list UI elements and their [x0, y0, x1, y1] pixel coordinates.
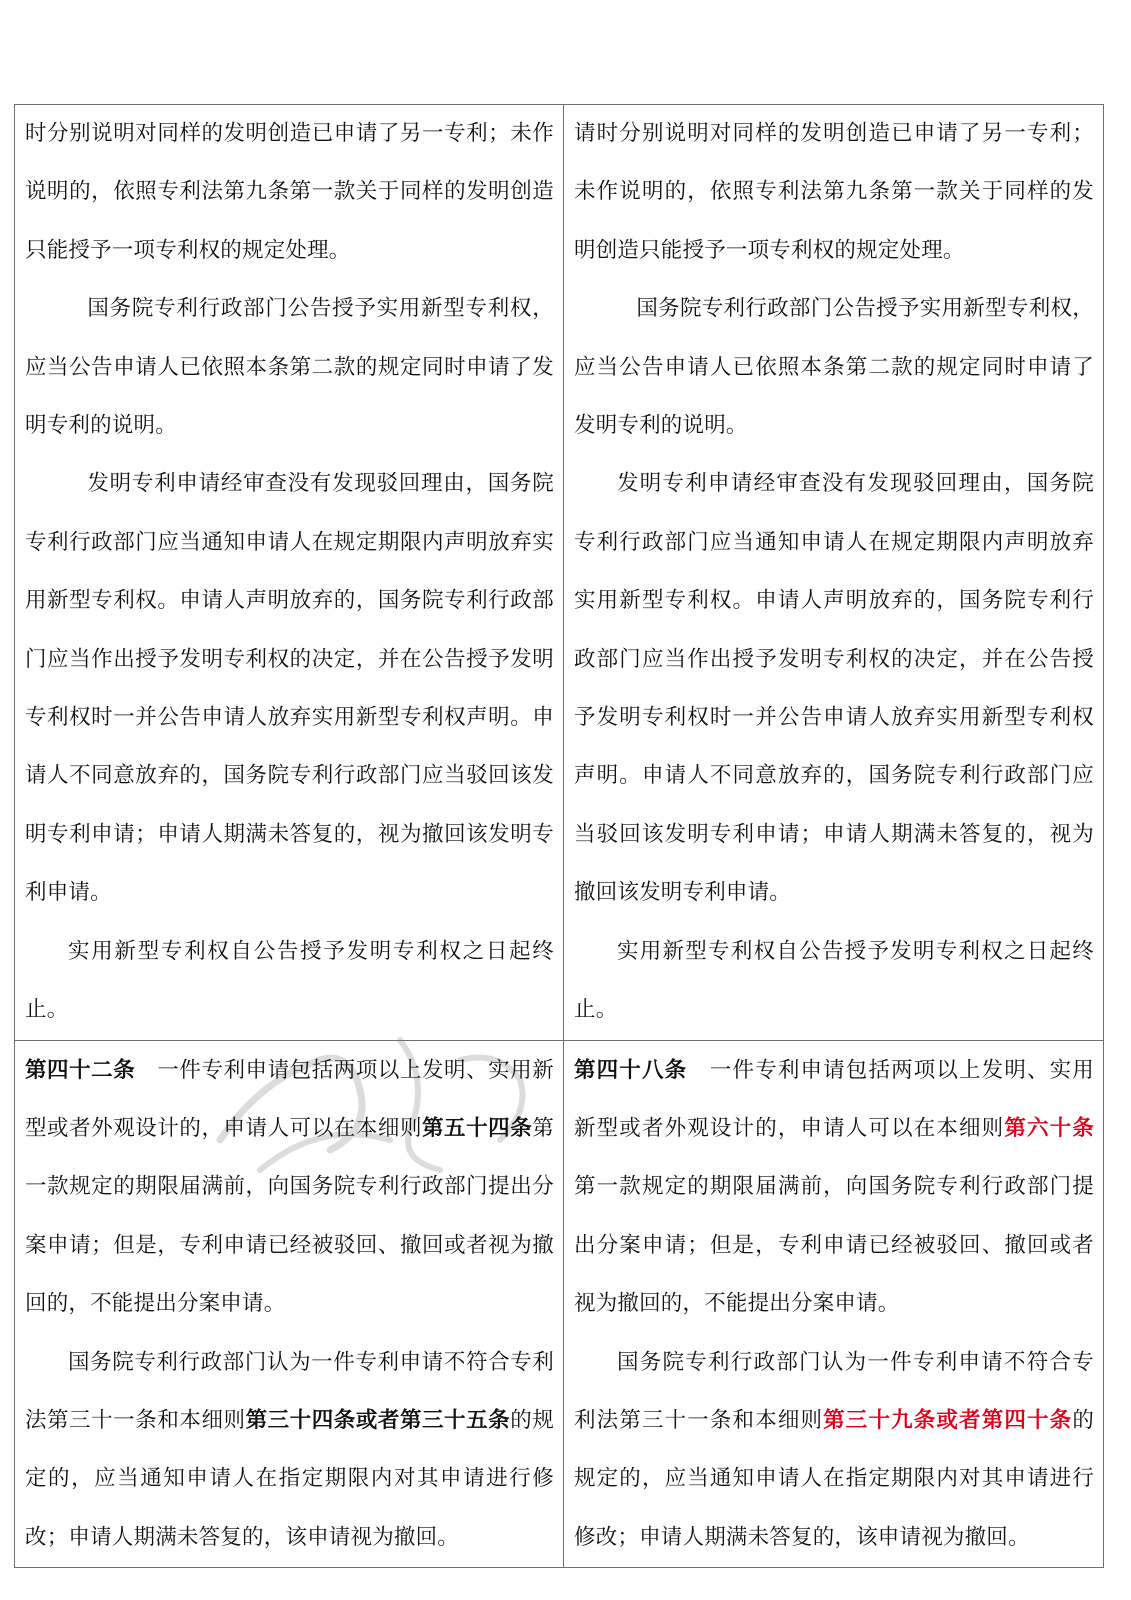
paragraph: 国务院专利行政部门公告授予实用新型专利权，应当公告申请人已依照本条第二款的规定同时申请了发明专利的说明。	[574, 296, 1094, 439]
article-reference-changed: 第六十条	[1004, 1115, 1094, 1141]
paragraph: 时分别说明对同样的发明创造已申请了另一专利；未作说明的，依照专利法第九条第一款关于同样的发明创造只能授予一项专利权的规定处理。	[25, 121, 554, 263]
text-run: 的规定的，应当通知申请人在指定期限内对其申请进行修改；申请人期满未答复的，该申请视为撤回。	[25, 1407, 554, 1550]
table-row	[15, 1040, 1104, 1568]
table-row	[15, 105, 1104, 1041]
new-text-cell	[564, 105, 1104, 1041]
text-run: 国务院专利行政部门认为一件专利申请不符合专利法第三十一条和本细则	[574, 1349, 1094, 1433]
article-reference: 第三十四条或者第三十五条	[245, 1407, 511, 1433]
text-run: 第一款规定的期限届满前，向国务院专利行政部门提出分案申请；但是，专利申请已经被驳回、撤回或者视为撤回的，不能提出分案申请。	[574, 1174, 1094, 1317]
article-number: 第四十二条	[25, 1057, 136, 1083]
article-number: 第四十八条	[574, 1057, 688, 1083]
paragraph	[574, 1334, 1094, 1568]
paragraph: 实用新型专利权自公告授予发明专利权之日起终止。	[574, 938, 1094, 1023]
paragraph	[574, 1042, 1094, 1334]
text-run: 国务院专利行政部门认为一件专利申请不符合专利法第三十一条和本细则	[25, 1349, 554, 1433]
paragraph	[25, 1042, 554, 1334]
article-reference: 第五十四条	[422, 1115, 533, 1141]
paragraph: 请时分别说明对同样的发明创造已申请了另一专利；未作说明的，依照专利法第九条第一款关于同样的发明创造只能授予一项专利权的规定处理。	[574, 121, 1094, 263]
text-run: 第一款规定的期限届满前，向国务院专利行政部门提出分案申请；但是，专利申请已经被驳回、撤回或者视为撤回的，不能提出分案申请。	[25, 1115, 554, 1317]
paragraph: 国务院专利行政部门公告授予实用新型专利权，应当公告申请人已依照本条第二款的规定同时申请了发明专利的说明。	[25, 296, 554, 439]
comparison-table	[14, 104, 1104, 1568]
text-run: 一件专利申请包括两项以上发明、实用新型或者外观设计的，申请人可以在本细则	[25, 1057, 554, 1141]
text-run: 一件专利申请包括两项以上发明、实用新型或者外观设计的，申请人可以在本细则	[574, 1057, 1094, 1141]
paragraph	[25, 1334, 554, 1568]
paragraph: 发明专利申请经审查没有发现驳回理由，国务院专利行政部门应当通知申请人在规定期限内声明放弃实用新型专利权。申请人声明放弃的，国务院专利行政部门应当作出授予发明专利权的决定，并在公告授予发明专利权时一并公告申请人放弃实用新型专利权声明。申请人不同意放弃的，国务院专利行政部门应当驳回该发明专利申请；申请人期满未答复的，视为撤回该发明专利申请。	[574, 471, 1094, 906]
article-reference-changed: 第三十九条或者第四十条	[823, 1407, 1073, 1433]
new-text-cell	[564, 1040, 1104, 1568]
text-run: 的规定的，应当通知申请人在指定期限内对其申请进行修改；申请人期满未答复的，该申请视为撤回。	[574, 1407, 1095, 1550]
paragraph: 发明专利申请经审查没有发现驳回理由，国务院专利行政部门应当通知申请人在规定期限内声明放弃实用新型专利权。申请人声明放弃的，国务院专利行政部门应当作出授予发明专利权的决定，并在公告授予发明专利权时一并公告申请人放弃实用新型专利权声明。申请人不同意放弃的，国务院专利行政部门应当驳回该发明专利申请；申请人期满未答复的，视为撤回该发明专利申请。	[25, 471, 554, 906]
old-text-cell	[15, 1040, 564, 1568]
old-text-cell	[15, 105, 564, 1041]
paragraph: 实用新型专利权自公告授予发明专利权之日起终止。	[25, 938, 554, 1023]
